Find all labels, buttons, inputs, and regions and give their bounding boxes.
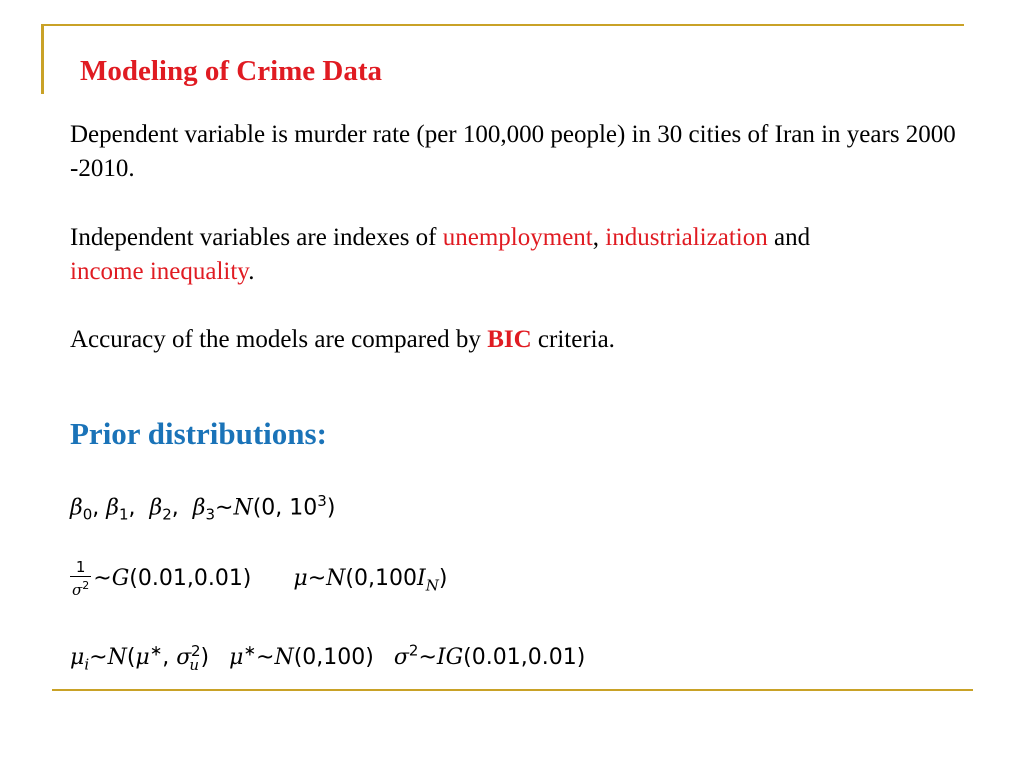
paragraph-independent-variables — [70, 221, 970, 289]
top-left-vertical-rule — [41, 24, 44, 94]
slide-title: Modeling of Crime Data — [80, 55, 383, 87]
paragraph-dependent-variable: Dependent variable is murder rate (per 100,000 people) in 30 cities of Iran in years 2000 -2010. — [70, 121, 956, 182]
prior-distributions-heading: Prior distributions: — [70, 416, 327, 451]
formula-hierarchical-priors — [70, 642, 585, 674]
bic-label: BIC — [487, 326, 532, 353]
term-and: and — [767, 224, 811, 251]
term-separator: , — [592, 224, 606, 251]
paragraph-accuracy — [70, 323, 970, 357]
bottom-horizontal-rule — [52, 689, 973, 691]
paragraph2-end: . — [248, 258, 255, 285]
formula-mu-star-prior: μ∗~N(0,100) — [229, 642, 374, 671]
accuracy-suffix: criteria. — [531, 326, 615, 353]
term-income-inequality: income inequality — [70, 258, 249, 285]
term-unemployment: unemployment — [442, 224, 593, 251]
accuracy-prefix: Accuracy of the models are compared by — [70, 326, 488, 353]
formula-beta-prior: $\beta_0$, $\beta_1$, $\beta_2$, $\beta_3\sim N(0$, $10^3$) — [70, 492, 336, 524]
independent-prefix: Independent variables are indexes of — [70, 224, 443, 251]
term-industrialization: industrialization — [605, 224, 768, 251]
top-horizontal-rule — [41, 24, 964, 26]
formula-variance-and-mu-prior — [70, 558, 447, 599]
formula-sigma-squared-prior: $\sigma^2\sim IG(0.01,0.01)$ — [393, 642, 586, 671]
formula-inverse-variance-prior: $\frac{1}{\sigma^2}$ ~G(0.01,0.01) — [72, 558, 252, 599]
formula-mu-prior: $\mu\sim N(0,100I_N)$ — [293, 565, 448, 594]
formula-mu-i-prior: $\mu_i\sim N(\mu^∗$, $\sigma_u^2$) — [70, 642, 210, 674]
